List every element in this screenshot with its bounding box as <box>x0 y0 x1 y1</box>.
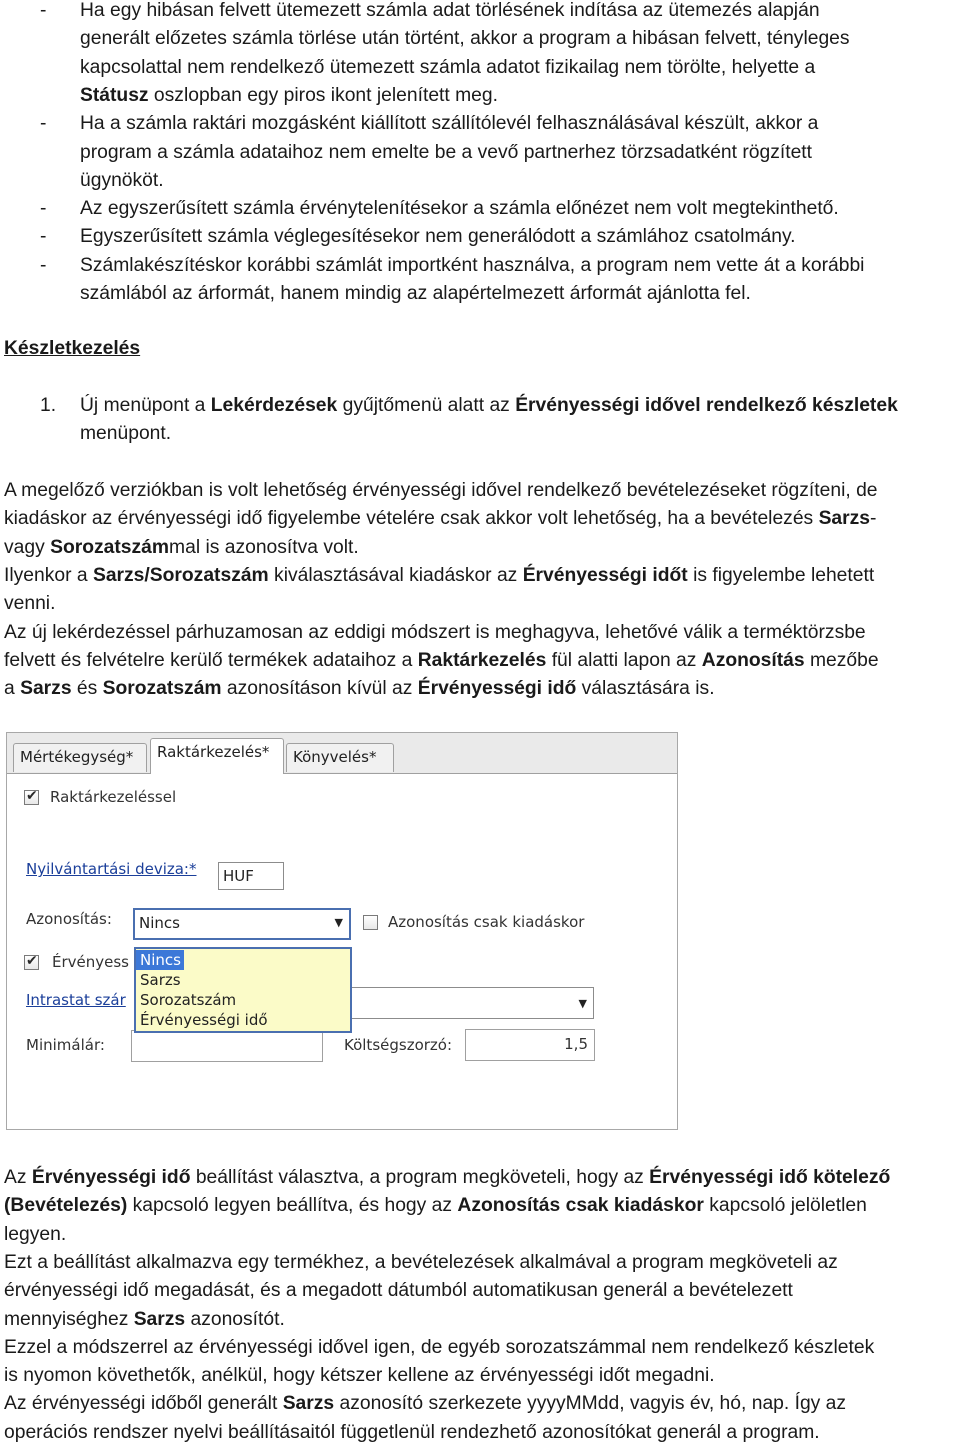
dropdown-option-nincs[interactable]: Nincs <box>136 950 184 970</box>
paragraph-line <box>4 1419 820 1447</box>
azonositas-select[interactable] <box>133 908 351 940</box>
bold-text: Érvényességi idő <box>31 1167 191 1188</box>
text-run: is nyomon követhetők, anélkül, hogy kétszer kellene az érvényességi időt megadni. <box>4 1365 715 1387</box>
text-run: kiválasztásával kiadáskor az <box>268 564 523 586</box>
text-run: kapcsoló legyen beállítva, és hogy az <box>127 1195 458 1217</box>
text-run: beállítást választva, a program megköveteli, hogy az <box>190 1167 650 1188</box>
text-run: választására is. <box>576 678 715 700</box>
koltsegszorzo-label: Költségszorzó: <box>344 1036 453 1054</box>
list-number: 1. <box>40 395 57 416</box>
bullet-line <box>80 54 815 82</box>
check-icon: ✔ <box>26 788 38 804</box>
text-run: generált előzetes számla törlése után történt, akkor a program a hibásan felvett, tényleges <box>80 28 850 50</box>
paragraph-line <box>4 619 866 647</box>
bold-text: Érvényességi időt <box>522 564 688 586</box>
bold-text: Azonosítás csak kiadáskor <box>457 1195 704 1217</box>
bold-text: Sorozatszám <box>102 678 222 700</box>
text-run: operációs rendszer nyelvi beállításaitól függetlenül rendezhető azonosítókat generál a program. <box>4 1421 820 1443</box>
dropdown-option-sarzs[interactable]: Sarzs <box>140 971 181 989</box>
azonositas-value: Nincs <box>139 914 180 932</box>
tab-strip <box>7 733 677 774</box>
bullet-line <box>80 223 796 251</box>
bold-text: Sarzs <box>133 1308 186 1330</box>
text-run: Új menüpont a <box>80 395 211 416</box>
text-run: ügynököt. <box>80 169 164 191</box>
bold-text: Érvényességi idővel rendelkező készletek <box>515 395 898 416</box>
azonositas-label: Azonosítás: <box>26 910 112 928</box>
paragraph-line <box>4 1221 66 1249</box>
text-run: legyen. <box>4 1223 67 1245</box>
text-run: program a számla adataihoz nem emelte be a vevő partnerhez törzsadatként rögzített <box>80 141 813 163</box>
text-run: Számlakészítéskor korábbi számlát importként használva, a program nem vette át a korábbi <box>80 254 865 276</box>
text-run: Az új lekérdezéssel párhuzamosan az eddigi módszert is meghagyva, lehetővé válik a terméktörzsbe <box>4 621 866 643</box>
text-run: és <box>71 678 103 700</box>
paragraph-line <box>4 477 878 505</box>
text-run: számlából az árformát, hanem mindig az alapértelmezett árformát ajánlotta fel. <box>80 283 751 304</box>
bold-text: Érvényességi idő kötelező <box>649 1167 891 1188</box>
text-run: oszlopban egy piros ikont jelenített meg. <box>148 84 498 106</box>
text-run: azonosítót. <box>185 1308 285 1330</box>
azonositas-kiadaskor-checkbox[interactable] <box>363 915 378 930</box>
paragraph-line <box>4 505 876 533</box>
bold-text: Lekérdezések <box>210 395 338 416</box>
bold-text: Azonosítás <box>701 649 805 671</box>
bold-text: (Bevételezés) <box>4 1195 128 1217</box>
text-run: is figyelembe lehetett <box>687 564 875 586</box>
bullet-line <box>80 0 820 25</box>
deviza-select[interactable] <box>218 862 284 890</box>
text-run: fül alatti lapon az <box>546 649 702 671</box>
deviza-value: HUF <box>223 867 254 885</box>
text-run: Az érvényességi időből generált <box>4 1393 283 1415</box>
chevron-down-icon[interactable]: ▼ <box>334 916 343 929</box>
bullet-line <box>80 82 498 110</box>
text-run: érvényességi idő megadását, és a megadott dátumból automatikusan generál a bevételezett <box>4 1280 793 1302</box>
paragraph-line <box>4 1249 838 1277</box>
koltsegszorzo-input[interactable]: 1,5 <box>465 1029 595 1061</box>
text-run: mezőbe <box>804 649 879 671</box>
text-run: gyűjtőmenü alatt az <box>337 395 516 416</box>
bullet-line <box>80 195 839 223</box>
text-run: menüpont. <box>80 423 172 445</box>
text-run: A megelőző verziókban is volt lehetőség érvényességi idővel rendelkező bevételezéseket rögzíteni, de <box>4 480 878 501</box>
bullet-dash: - <box>40 254 47 276</box>
tab-mertekegyseg[interactable]: Mértékegység* <box>13 743 147 772</box>
paragraph-line <box>4 1192 867 1220</box>
tab-panel <box>7 774 677 1129</box>
paragraph-line <box>4 1362 715 1390</box>
intrastat-select[interactable] <box>350 987 594 1019</box>
azonositas-kiadaskor-label: Azonosítás csak kiadáskor <box>388 913 585 931</box>
bold-text: Sarzs <box>20 678 72 700</box>
raktarkezeles-checkbox[interactable] <box>24 790 39 805</box>
paragraph-line <box>4 647 879 675</box>
bullet-dash: - <box>40 113 47 135</box>
deviza-link[interactable]: Nyilvántartási deviza:* <box>26 860 197 878</box>
text-run: felvett és felvételre kerülő termékek adataihoz a <box>4 649 418 671</box>
text-run: kapcsoló jelöletlen <box>703 1195 867 1217</box>
text-run: azonosításon kívül az <box>221 678 418 700</box>
bold-text: Raktárkezelés <box>417 649 547 671</box>
text-run: Ezzel a módszerrel az érvényességi idővel igen, de egyéb sorozatszámmal nem rendelkező készletek <box>4 1336 875 1358</box>
chevron-down-icon[interactable]: ▼ <box>578 997 587 1010</box>
text-run: azonosító szerkezete yyyyMMdd, vagyis év, hó, nap. Így az <box>334 1393 847 1415</box>
text-run: Az egyszerűsített számla érvénytelenítésekor a számla előnézet nem volt megtekinthető. <box>80 198 839 220</box>
paragraph-line <box>4 590 55 618</box>
paragraph-line <box>4 534 359 562</box>
paragraph-line <box>4 1390 846 1418</box>
text-run: vagy <box>4 536 51 558</box>
bullet-line <box>80 252 864 280</box>
bullet-line <box>80 280 751 308</box>
text-run: mennyiséghez <box>4 1308 134 1330</box>
text-run: Ilyenkor a <box>4 564 93 586</box>
bullet-line <box>80 25 850 53</box>
bullet-dash: - <box>40 0 47 21</box>
text-run: kiadáskor az érvényességi idő figyelembe vételére csak akkor volt lehetőség, ha a bevételezés <box>4 508 819 530</box>
text-run: - <box>870 508 877 530</box>
paragraph-line <box>4 1334 874 1362</box>
bullet-dash: - <box>40 198 47 220</box>
raktarkezeles-label: Raktárkezeléssel <box>50 788 177 806</box>
paragraph-line <box>4 675 715 703</box>
text-run: Az <box>4 1167 32 1188</box>
numbered-line <box>80 420 171 448</box>
numbered-line <box>80 392 898 420</box>
bold-text: Sarzs/Sorozatszám <box>92 564 269 586</box>
tab-raktarkezeles[interactable]: Raktárkezelés* <box>150 738 284 774</box>
dropdown-option-ervenyessegi-ido[interactable]: Érvényességi idő <box>140 1011 268 1029</box>
bullet-line <box>80 110 818 138</box>
text-run: mal is azonosítva volt. <box>169 536 359 558</box>
text-run: Ha a számla raktári mozgásként kiállított szállítólevél felhasználásával készült, akkor a <box>80 113 819 135</box>
text-run: kapcsolattal nem rendelkező ütemezett számla adatot fizikailag nem törölte, helyette a <box>80 56 816 78</box>
text-run: a <box>4 678 21 700</box>
minimalar-label: Minimálár: <box>26 1036 105 1054</box>
bold-text: Sarzs <box>282 1393 335 1415</box>
azonositas-dropdown-list <box>134 947 352 1033</box>
paragraph-line <box>4 1306 285 1334</box>
tab-konyveles[interactable]: Könyvelés* <box>286 743 394 772</box>
text-run: Ha egy hibásan felvett ütemezett számla adat törlésének indítása az ütemezés alapján <box>80 0 820 21</box>
intrastat-link[interactable]: Intrastat szár <box>26 991 126 1009</box>
bullet-line <box>80 167 164 195</box>
bold-text: Sorozatszám <box>50 536 170 558</box>
bullet-dash: - <box>40 226 47 248</box>
paragraph-line <box>4 562 874 590</box>
ervenyesseg-label: Érvényess <box>52 953 129 971</box>
text-run: Egyszerűsített számla véglegesítésekor nem generálódott a számlához csatolmány. <box>80 226 796 248</box>
section-heading: Készletkezelés <box>4 338 141 359</box>
bold-text: Státusz <box>80 84 149 106</box>
text-run: venni. <box>4 593 56 615</box>
bold-text: Sarzs <box>818 508 871 530</box>
check-icon: ✔ <box>26 953 38 969</box>
product-settings-screenshot <box>6 732 678 1130</box>
text-run: Ezt a beállítást alkalmazva egy termékhez, a bevételezések alkalmával a program megköveteli az <box>4 1251 838 1273</box>
paragraph-line <box>4 1277 793 1305</box>
bullet-line <box>80 139 812 167</box>
ervenyesseg-checkbox[interactable] <box>24 955 39 970</box>
paragraph-line <box>4 1164 890 1192</box>
minimalar-input[interactable] <box>131 1030 323 1062</box>
dropdown-option-sorozatszam[interactable]: Sorozatszám <box>140 991 237 1009</box>
bold-text: Érvényességi idő <box>417 678 577 700</box>
